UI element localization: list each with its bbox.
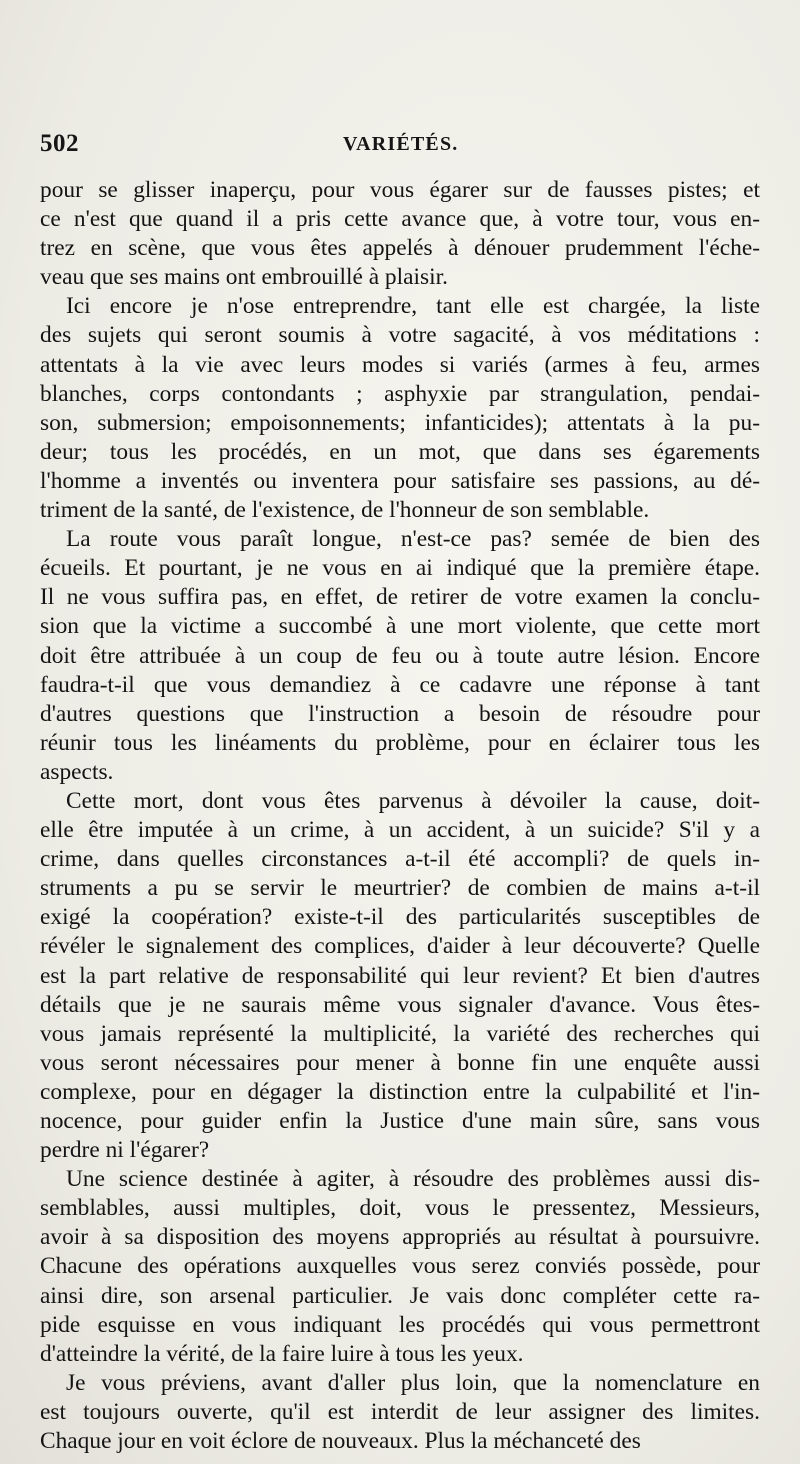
paragraph	[40, 176, 760, 292]
text-line: nocence, pour guider enfin la Justice d'une main sûre, sans vous	[40, 1108, 760, 1134]
text-line: doit être attribuée à un coup de feu ou à toute autre lésion. Encore	[40, 642, 760, 669]
running-head	[40, 130, 760, 160]
text-line: crime, dans quelles circonstances a-t-il été accompli? de quels in-	[40, 846, 760, 873]
text-line: ce n'est que quand il a pris cette avance que, à votre tour, vous en-	[40, 206, 760, 233]
text-line: pide esquisse en vous indiquant les procédés qui vous permettront	[40, 1311, 760, 1338]
text-line: d'autres questions que l'instruction a besoin de résoudre pour	[40, 700, 760, 727]
text-line: son, submersion; empoisonnements; infanticides); attentats à la pu-	[40, 409, 760, 436]
text-line: triment de la santé, de l'existence, de l'honneur de son semblable.	[40, 497, 650, 524]
running-title: VARIÉTÉS.	[343, 133, 459, 155]
text-line: deur; tous les procédés, en un mot, que dans ses égarements	[40, 438, 760, 465]
text-line: La route vous paraît longue, n'est-ce pas? semée de bien des	[66, 526, 760, 553]
text-line: réunir tous les linéaments du problème, pour en éclairer tous les	[40, 729, 760, 756]
text-line: est la part relative de responsabilité qui leur revient? Et bien d'autres	[40, 962, 760, 989]
text-line: Cette mort, dont vous êtes parvenus à dévoiler la cause, doit-	[66, 787, 760, 814]
paragraph	[40, 1369, 760, 1456]
text-line: Il ne vous suffira pas, en effet, de retirer de votre examen la conclu-	[40, 584, 760, 611]
text-line: exigé la coopération? existe-t-il des particularités susceptibles de	[40, 904, 760, 931]
text-line: révéler le signalement des complices, d'aider à leur découverte? Quelle	[40, 933, 760, 960]
paragraph	[40, 1165, 760, 1369]
text-line: aspects.	[40, 758, 114, 785]
paragraph	[40, 525, 760, 787]
text-line: avoir à sa disposition des moyens appropriés au résultat à poursuivre.	[40, 1224, 760, 1251]
text-line: d'atteindre la vérité, de la faire luire à tous les yeux.	[40, 1340, 524, 1367]
text-line: Ici encore je n'ose entreprendre, tant elle est chargée, la liste	[66, 293, 760, 320]
text-line: vous seront nécessaires pour mener à bonne fin une enquête aussi	[40, 1049, 760, 1076]
text-line: elle être imputée à un crime, à un accident, à un suicide? S'il y a	[40, 817, 760, 844]
text-line: écueils. Et pourtant, je ne vous en ai indiqué que la première étape.	[40, 555, 760, 582]
text-line: l'homme a inventés ou inventera pour satisfaire ses passions, au dé-	[40, 467, 760, 494]
text-line: Chaque jour en voit éclore de nouveaux. Plus la méchanceté des	[40, 1428, 641, 1455]
text-line: Chacune des opérations auxquelles vous serez conviés possède, pour	[40, 1253, 760, 1280]
text-line: Une science destinée à agiter, à résoudre des problèmes aussi dis-	[66, 1166, 760, 1193]
text-line: blanches, corps contondants ; asphyxie par strangulation, pendai-	[40, 380, 760, 407]
text-line: trez en scène, que vous êtes appelés à dénouer prudemment l'éche-	[40, 235, 760, 262]
text-line: attentats à la vie avec leurs modes si variés (armes à feu, armes	[40, 351, 760, 378]
text-line: complexe, pour en dégager la distinction entre la culpabilité et l'in-	[40, 1078, 760, 1105]
text-line: sion que la victime a succombé à une mort violente, que cette mort	[40, 613, 760, 640]
text-line: semblables, aussi multiples, doit, vous le pressentez, Messieurs,	[40, 1195, 760, 1222]
text-line: vous jamais représenté la multiplicité, la variété des recherches qui	[40, 1020, 760, 1047]
text-line: Je vous préviens, avant d'aller plus loin, que la nomenclature en	[66, 1369, 760, 1396]
text-line: veau que ses mains ont embrouillé à plaisir.	[40, 264, 448, 291]
text-line: pour se glisser inaperçu, pour vous égarer sur de fausses pistes; et	[40, 177, 760, 203]
paragraph	[40, 787, 760, 1165]
text-line: perdre ni l'égarer?	[40, 1137, 210, 1164]
text-line: détails que je ne saurais même vous signaler d'avance. Vous êtes-	[40, 991, 760, 1018]
text-line: des sujets qui seront soumis à votre sagacité, à vos méditations :	[40, 322, 760, 349]
text-line: struments a pu se servir le meurtrier? de combien de mains a-t-il	[40, 875, 760, 902]
text-line: faudra-t-il que vous demandiez à ce cadavre une réponse à tant	[40, 671, 760, 698]
body-text	[40, 176, 760, 1456]
text-line: ainsi dire, son arsenal particulier. Je vais donc compléter cette ra-	[40, 1282, 760, 1309]
text-line: est toujours ouverte, qu'il est interdit de leur assigner des limites.	[40, 1398, 760, 1425]
page-number: 502	[40, 130, 79, 157]
paragraph	[40, 292, 760, 525]
